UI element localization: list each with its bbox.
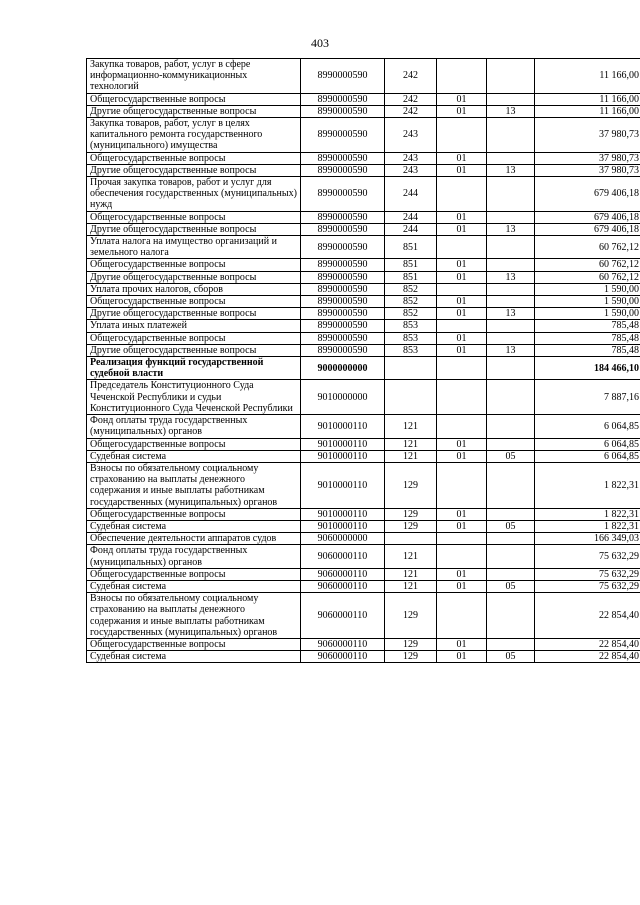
row-subsection-cell: 13 — [487, 105, 535, 117]
row-name-cell: Взносы по обязательному социальному страхованию на выплаты денежного содержания и иные выплаты работникам государственных (муниципальных) органов — [87, 462, 301, 508]
table-row — [87, 320, 640, 332]
row-amount-cell: 60 762,12 — [535, 259, 640, 271]
row-amount-cell: 75 632,29 — [535, 545, 640, 568]
table-row — [87, 545, 640, 568]
row-amount-cell: 785,48 — [535, 332, 640, 344]
row-expense-type-cell: 129 — [385, 520, 437, 532]
row-subsection-cell: 13 — [487, 164, 535, 176]
row-amount-cell: 75 632,29 — [535, 568, 640, 580]
row-subsection-cell: 13 — [487, 344, 535, 356]
row-amount-cell: 1 590,00 — [535, 296, 640, 308]
row-expense-type-cell: 129 — [385, 462, 437, 508]
row-amount-cell: 785,48 — [535, 344, 640, 356]
row-subsection-cell: 05 — [487, 651, 535, 663]
row-name-cell: Судебная система — [87, 580, 301, 592]
row-code-cell: 8990000590 — [301, 164, 385, 176]
row-section-cell: 01 — [437, 271, 487, 283]
table-row — [87, 152, 640, 164]
row-code-cell: 8990000590 — [301, 105, 385, 117]
row-section-cell: 01 — [437, 308, 487, 320]
table-row — [87, 118, 640, 153]
row-subsection-cell — [487, 380, 535, 415]
row-expense-type-cell: 121 — [385, 415, 437, 438]
budget-table-body — [87, 59, 640, 663]
row-subsection-cell — [487, 259, 535, 271]
row-section-cell: 01 — [437, 296, 487, 308]
row-section-cell: 01 — [437, 638, 487, 650]
row-section-cell — [437, 533, 487, 545]
row-amount-cell: 7 887,16 — [535, 380, 640, 415]
row-expense-type-cell: 851 — [385, 271, 437, 283]
row-code-cell: 9010000000 — [301, 380, 385, 415]
row-amount-cell: 184 466,10 — [535, 357, 640, 380]
row-subsection-cell — [487, 283, 535, 295]
row-amount-cell: 1 822,31 — [535, 520, 640, 532]
row-name-cell: Общегосударственные вопросы — [87, 259, 301, 271]
row-name-cell: Фонд оплаты труда государственных (муниципальных) органов — [87, 545, 301, 568]
row-section-cell — [437, 320, 487, 332]
row-subsection-cell — [487, 211, 535, 223]
row-name-cell: Реализация функций государственной судебной власти — [87, 357, 301, 380]
row-subsection-cell — [487, 320, 535, 332]
row-expense-type-cell: 242 — [385, 93, 437, 105]
row-section-cell — [437, 415, 487, 438]
row-name-cell: Уплата налога на имущество организаций и земельного налога — [87, 236, 301, 259]
table-row — [87, 520, 640, 532]
row-subsection-cell: 05 — [487, 520, 535, 532]
row-section-cell: 01 — [437, 508, 487, 520]
table-row — [87, 271, 640, 283]
row-amount-cell: 785,48 — [535, 320, 640, 332]
row-code-cell: 8990000590 — [301, 223, 385, 235]
row-name-cell: Другие общегосударственные вопросы — [87, 344, 301, 356]
table-row — [87, 332, 640, 344]
row-expense-type-cell: 129 — [385, 638, 437, 650]
row-expense-type-cell: 244 — [385, 223, 437, 235]
row-code-cell: 8990000590 — [301, 320, 385, 332]
row-expense-type-cell: 244 — [385, 211, 437, 223]
table-row — [87, 259, 640, 271]
row-expense-type-cell: 853 — [385, 332, 437, 344]
row-section-cell: 01 — [437, 344, 487, 356]
row-subsection-cell — [487, 593, 535, 639]
table-row — [87, 415, 640, 438]
row-expense-type-cell: 121 — [385, 450, 437, 462]
row-amount-cell: 679 406,18 — [535, 211, 640, 223]
row-code-cell: 8990000590 — [301, 211, 385, 223]
row-subsection-cell — [487, 93, 535, 105]
row-code-cell: 9060000000 — [301, 533, 385, 545]
row-code-cell: 8990000590 — [301, 152, 385, 164]
row-section-cell — [437, 357, 487, 380]
row-subsection-cell — [487, 545, 535, 568]
row-code-cell: 9010000110 — [301, 415, 385, 438]
row-expense-type-cell: 243 — [385, 152, 437, 164]
row-expense-type-cell — [385, 533, 437, 545]
row-expense-type-cell: 242 — [385, 59, 437, 94]
row-name-cell: Другие общегосударственные вопросы — [87, 308, 301, 320]
row-section-cell — [437, 236, 487, 259]
row-expense-type-cell: 853 — [385, 320, 437, 332]
row-section-cell — [437, 177, 487, 212]
row-subsection-cell — [487, 638, 535, 650]
row-section-cell: 01 — [437, 259, 487, 271]
row-subsection-cell: 05 — [487, 580, 535, 592]
row-section-cell — [437, 593, 487, 639]
row-code-cell: 8990000590 — [301, 296, 385, 308]
row-name-cell: Общегосударственные вопросы — [87, 438, 301, 450]
row-section-cell: 01 — [437, 568, 487, 580]
row-expense-type-cell — [385, 357, 437, 380]
row-name-cell: Общегосударственные вопросы — [87, 332, 301, 344]
row-subsection-cell — [487, 568, 535, 580]
row-name-cell: Другие общегосударственные вопросы — [87, 105, 301, 117]
row-section-cell: 01 — [437, 450, 487, 462]
row-code-cell: 8990000590 — [301, 259, 385, 271]
row-section-cell: 01 — [437, 211, 487, 223]
row-amount-cell: 11 166,00 — [535, 105, 640, 117]
row-code-cell: 9060000110 — [301, 545, 385, 568]
row-expense-type-cell: 129 — [385, 508, 437, 520]
row-expense-type-cell: 121 — [385, 438, 437, 450]
row-expense-type-cell: 852 — [385, 308, 437, 320]
table-row — [87, 533, 640, 545]
row-name-cell: Общегосударственные вопросы — [87, 296, 301, 308]
table-row — [87, 568, 640, 580]
row-section-cell: 01 — [437, 223, 487, 235]
row-expense-type-cell: 129 — [385, 593, 437, 639]
row-amount-cell: 22 854,40 — [535, 638, 640, 650]
row-subsection-cell: 13 — [487, 271, 535, 283]
row-code-cell: 8990000590 — [301, 236, 385, 259]
row-name-cell: Закупка товаров, работ, услуг в целях капитального ремонта государственного (муниципального) имущества — [87, 118, 301, 153]
table-row — [87, 164, 640, 176]
row-amount-cell: 11 166,00 — [535, 93, 640, 105]
row-subsection-cell — [487, 415, 535, 438]
row-code-cell: 9060000110 — [301, 638, 385, 650]
row-name-cell: Общегосударственные вопросы — [87, 638, 301, 650]
row-name-cell: Уплата иных платежей — [87, 320, 301, 332]
table-row — [87, 236, 640, 259]
table-row — [87, 296, 640, 308]
row-name-cell: Общегосударственные вопросы — [87, 211, 301, 223]
row-subsection-cell — [487, 152, 535, 164]
row-amount-cell: 166 349,03 — [535, 533, 640, 545]
row-amount-cell: 6 064,85 — [535, 415, 640, 438]
row-amount-cell: 1 590,00 — [535, 308, 640, 320]
row-subsection-cell: 13 — [487, 308, 535, 320]
row-subsection-cell — [487, 462, 535, 508]
row-name-cell: Закупка товаров, работ, услуг в сфере информационно-коммуникационных технологий — [87, 59, 301, 94]
row-section-cell — [437, 118, 487, 153]
row-name-cell: Общегосударственные вопросы — [87, 93, 301, 105]
row-subsection-cell — [487, 236, 535, 259]
row-subsection-cell: 05 — [487, 450, 535, 462]
row-subsection-cell: 13 — [487, 223, 535, 235]
row-section-cell: 01 — [437, 152, 487, 164]
row-subsection-cell — [487, 296, 535, 308]
row-section-cell: 01 — [437, 580, 487, 592]
row-section-cell: 01 — [437, 93, 487, 105]
row-code-cell: 9000000000 — [301, 357, 385, 380]
budget-table — [86, 58, 640, 663]
row-amount-cell: 1 822,31 — [535, 462, 640, 508]
row-amount-cell: 6 064,85 — [535, 438, 640, 450]
row-code-cell: 9010000110 — [301, 508, 385, 520]
table-row — [87, 638, 640, 650]
row-amount-cell: 11 166,00 — [535, 59, 640, 94]
row-subsection-cell — [487, 59, 535, 94]
table-row — [87, 223, 640, 235]
row-expense-type-cell: 851 — [385, 259, 437, 271]
row-amount-cell: 37 980,73 — [535, 118, 640, 153]
row-subsection-cell — [487, 438, 535, 450]
row-name-cell: Обеспечение деятельности аппаратов судов — [87, 533, 301, 545]
row-section-cell — [437, 545, 487, 568]
row-subsection-cell — [487, 118, 535, 153]
row-section-cell: 01 — [437, 164, 487, 176]
row-section-cell — [437, 283, 487, 295]
row-expense-type-cell: 121 — [385, 568, 437, 580]
row-amount-cell: 22 854,40 — [535, 593, 640, 639]
table-row — [87, 508, 640, 520]
row-amount-cell: 679 406,18 — [535, 223, 640, 235]
row-section-cell: 01 — [437, 332, 487, 344]
row-name-cell: Прочая закупка товаров, работ и услуг для обеспечения государственных (муниципальных) нужд — [87, 177, 301, 212]
row-amount-cell: 75 632,29 — [535, 580, 640, 592]
row-expense-type-cell: 853 — [385, 344, 437, 356]
row-code-cell: 8990000590 — [301, 332, 385, 344]
row-subsection-cell — [487, 177, 535, 212]
row-section-cell: 01 — [437, 651, 487, 663]
table-row — [87, 380, 640, 415]
row-expense-type-cell: 852 — [385, 296, 437, 308]
row-expense-type-cell: 242 — [385, 105, 437, 117]
row-amount-cell: 60 762,12 — [535, 236, 640, 259]
table-row — [87, 177, 640, 212]
row-code-cell: 8990000590 — [301, 93, 385, 105]
row-amount-cell: 37 980,73 — [535, 164, 640, 176]
row-code-cell: 9010000110 — [301, 462, 385, 508]
row-name-cell: Другие общегосударственные вопросы — [87, 223, 301, 235]
row-section-cell: 01 — [437, 438, 487, 450]
table-row — [87, 211, 640, 223]
row-name-cell: Другие общегосударственные вопросы — [87, 164, 301, 176]
row-code-cell: 8990000590 — [301, 283, 385, 295]
row-subsection-cell — [487, 533, 535, 545]
table-row — [87, 651, 640, 663]
row-expense-type-cell: 121 — [385, 580, 437, 592]
row-amount-cell: 22 854,40 — [535, 651, 640, 663]
row-expense-type-cell: 121 — [385, 545, 437, 568]
row-code-cell: 8990000590 — [301, 271, 385, 283]
row-code-cell: 9010000110 — [301, 438, 385, 450]
row-code-cell: 8990000590 — [301, 118, 385, 153]
row-amount-cell: 1 590,00 — [535, 283, 640, 295]
table-row — [87, 357, 640, 380]
row-code-cell: 9010000110 — [301, 520, 385, 532]
row-name-cell: Общегосударственные вопросы — [87, 568, 301, 580]
row-expense-type-cell: 243 — [385, 164, 437, 176]
row-code-cell: 9060000110 — [301, 568, 385, 580]
table-row — [87, 462, 640, 508]
row-name-cell: Судебная система — [87, 450, 301, 462]
row-name-cell: Другие общегосударственные вопросы — [87, 271, 301, 283]
row-code-cell: 8990000590 — [301, 59, 385, 94]
row-code-cell: 8990000590 — [301, 177, 385, 212]
row-amount-cell: 679 406,18 — [535, 177, 640, 212]
table-row — [87, 308, 640, 320]
row-amount-cell: 6 064,85 — [535, 450, 640, 462]
row-expense-type-cell: 851 — [385, 236, 437, 259]
row-name-cell: Фонд оплаты труда государственных (муниципальных) органов — [87, 415, 301, 438]
row-code-cell: 9060000110 — [301, 651, 385, 663]
row-name-cell: Председатель Конституционного Суда Чеченской Республики и судьи Конституционного Суда Чеченской Республики — [87, 380, 301, 415]
row-name-cell: Взносы по обязательному социальному страхованию на выплаты денежного содержания и иные выплаты работникам государственных (муниципальных) органов — [87, 593, 301, 639]
table-row — [87, 283, 640, 295]
row-code-cell: 8990000590 — [301, 308, 385, 320]
row-amount-cell: 37 980,73 — [535, 152, 640, 164]
row-amount-cell: 60 762,12 — [535, 271, 640, 283]
row-name-cell: Судебная система — [87, 520, 301, 532]
row-section-cell — [437, 462, 487, 508]
table-row — [87, 59, 640, 94]
row-name-cell: Общегосударственные вопросы — [87, 152, 301, 164]
row-code-cell: 9010000110 — [301, 450, 385, 462]
row-subsection-cell — [487, 332, 535, 344]
row-amount-cell: 1 822,31 — [535, 508, 640, 520]
row-name-cell: Уплата прочих налогов, сборов — [87, 283, 301, 295]
row-subsection-cell — [487, 357, 535, 380]
table-row — [87, 580, 640, 592]
row-name-cell: Общегосударственные вопросы — [87, 508, 301, 520]
row-code-cell: 9060000110 — [301, 593, 385, 639]
table-row — [87, 593, 640, 639]
table-row — [87, 105, 640, 117]
table-row — [87, 344, 640, 356]
row-expense-type-cell: 244 — [385, 177, 437, 212]
row-name-cell: Судебная система — [87, 651, 301, 663]
row-expense-type-cell — [385, 380, 437, 415]
row-code-cell: 8990000590 — [301, 344, 385, 356]
table-row — [87, 438, 640, 450]
row-code-cell: 9060000110 — [301, 580, 385, 592]
row-section-cell: 01 — [437, 520, 487, 532]
row-expense-type-cell: 243 — [385, 118, 437, 153]
row-expense-type-cell: 129 — [385, 651, 437, 663]
table-row — [87, 93, 640, 105]
row-section-cell — [437, 59, 487, 94]
row-expense-type-cell: 852 — [385, 283, 437, 295]
page-number: 403 — [311, 36, 329, 50]
row-section-cell: 01 — [437, 105, 487, 117]
row-section-cell — [437, 380, 487, 415]
row-subsection-cell — [487, 508, 535, 520]
table-row — [87, 450, 640, 462]
